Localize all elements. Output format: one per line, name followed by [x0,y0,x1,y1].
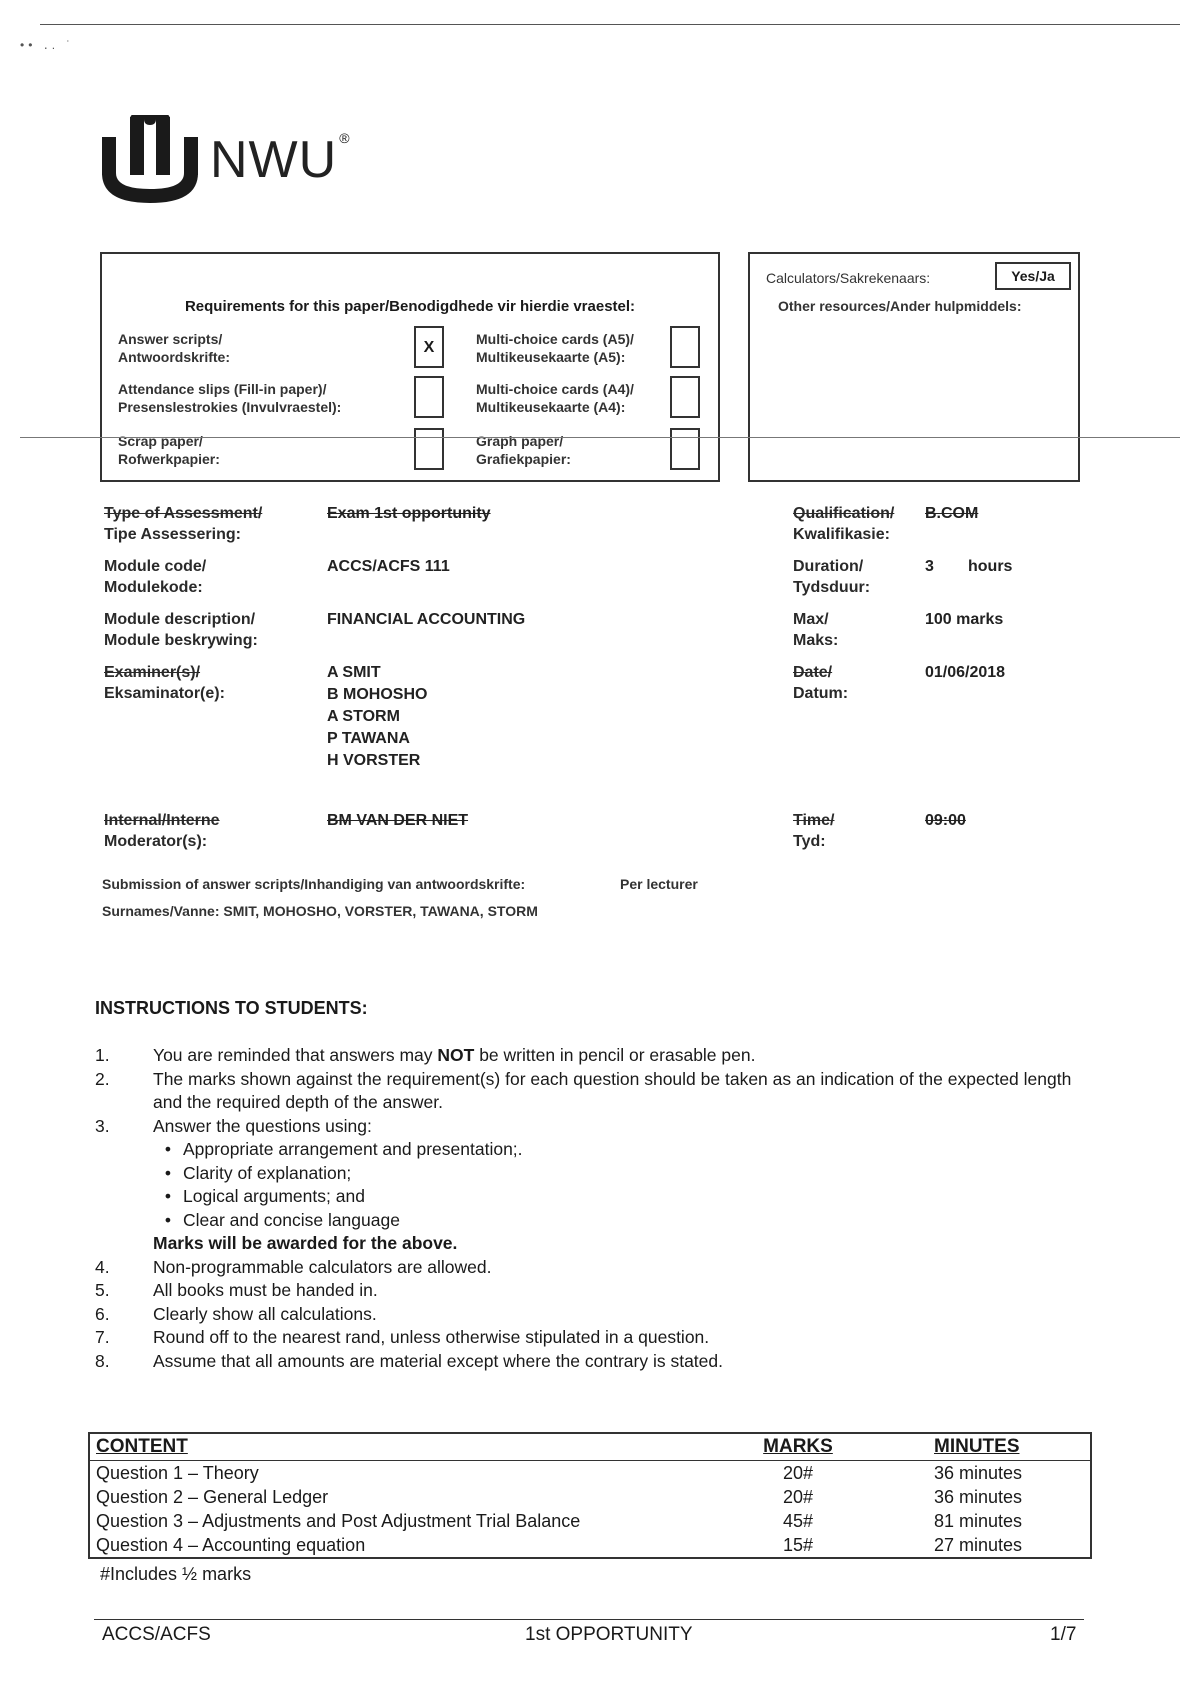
qualification-value: B.COM [925,505,979,522]
table-row: Question 1 – Theory 20# 36 minutes [96,1463,1023,1483]
scrap-paper-checkbox[interactable] [414,428,444,470]
examiner-name: A STORM [327,708,400,725]
examiner-name: P TAWANA [327,730,410,747]
instruction-item: 4. Non-programmable calculators are allowed. [95,1256,492,1277]
module-code-label: Module code/ Modulekode: [104,558,207,596]
bullet-item: • Clarity of explanation; [164,1162,352,1183]
scan-line [20,437,1180,438]
answer-scripts-checkbox[interactable]: X [414,326,444,368]
top-rule [40,24,1180,25]
date-label: Date/ Datum: [793,664,849,702]
table-header-row [89,1433,1091,1461]
qualification-label: Qualification/ Kwalifikasie: [793,505,895,543]
instruction-item: 7. Round off to the nearest rand, unless otherwise stipulated in a question. [95,1327,710,1347]
requirements-title: Requirements for this paper/Benodigdhede vir hierdie vraestel: [184,298,636,315]
requirements-box [100,252,720,482]
calculators-box [748,252,1080,482]
table-row: Question 4 – Accounting equation 15# 27 minutes [96,1535,1023,1555]
instruction-item: 8. Assume that all amounts are material except where the contrary is stated. [95,1350,723,1371]
instruction-item: 5. All books must be handed in. [95,1280,378,1300]
req-attendance-slips: Attendance slips (Fill-in paper)/ Presenslestrokies (Invulvraestel): [118,381,342,415]
attendance-slips-checkbox[interactable] [414,376,444,418]
req-mc-a4: Multi-choice cards (A4)/ Multikeusekaarte (A4): [476,381,634,415]
req-mc-a5: Multi-choice cards (A5)/ Multikeusekaarte (A5): [476,331,634,365]
table-row: Question 3 – Adjustments and Post Adjustment Trial Balance 45# 81 minutes [96,1511,1023,1531]
assessment-type-label: Type of Assessment/ [104,505,263,522]
instruction-item: 3. Answer the questions using: [95,1115,372,1136]
module-description-value: FINANCIAL ACCOUNTING [327,611,526,628]
footer-rule [94,1619,1084,1620]
instruction-item: 1. You are reminded that answers may NOT be written in pencil or erasable pen. [95,1045,756,1065]
examiner-name: H VORSTER [327,752,421,769]
graph-paper-checkbox[interactable] [670,428,700,470]
submission-label: Submission of answer scripts/Inhandiging van antwoordskrifte: [102,876,526,892]
mc-a4-checkbox[interactable] [670,376,700,418]
nwu-emblem-icon [100,115,200,205]
logo-text: NWU [210,131,338,189]
calculators-value: Yes/Ja [995,262,1071,290]
instructions-title: INSTRUCTIONS TO STUDENTS: [95,998,368,1018]
bullet-item: • Appropriate arrangement and presentation;. [164,1139,523,1159]
bullet-item: • Clear and concise language [164,1209,400,1230]
assessment-type-value: Exam 1st opportunity [327,505,491,522]
examiners-label: Examiner(s)/ Eksaminator(e): [104,664,225,702]
duration-label: Duration/ Tydsduur: [793,558,871,596]
examiner-name: B MOHOSHO [327,686,428,703]
other-resources-label: Other resources/Ander hulpmiddels: [778,298,1022,314]
table-row: Question 2 – General Ledger 20# 36 minutes [96,1487,1023,1507]
footer-module: ACCS/ACFS [102,1624,211,1645]
instructions-list [95,1044,1095,1373]
minutes-header: MINUTES [874,1433,1091,1461]
assessment-type-label-af: Tipe Assessering: [104,526,241,543]
examiner-name: A SMIT [327,664,381,681]
req-answer-scripts: Answer scripts/ Antwoordskrifte: [118,331,230,365]
footer-page-number: 1/7 [1050,1624,1077,1645]
calculators-label: Calculators/Sakrekenaars: [766,270,931,286]
module-description-label: Module description/ Module beskrywing: [104,611,258,649]
surnames-line: Surnames/Vanne: SMIT, MOHOSHO, VORSTER, TAWANA, STORM [102,903,538,919]
submission-value: Per lecturer [620,876,698,892]
moderator-value: BM VAN DER NIET [327,812,469,829]
max-marks-value: 100 marks [925,611,1004,628]
moderator-label: Internal/Interne Moderator(s): [104,812,220,850]
max-marks-label: Max/ Maks: [793,611,839,649]
instruction-item: 2. The marks shown against the requirement(s) for each question should be taken as an indication of the expected length and the required depth of the answer. [95,1068,1072,1112]
req-graph-paper: Graph paper/ Grafiekpapier: [476,433,571,467]
duration-value: 3 [925,558,934,575]
nwu-logo [100,115,350,205]
date-value: 01/06/2018 [925,664,1006,681]
registered-mark: ® [339,130,350,146]
instruction-item: 6. Clearly show all calculations. [95,1303,377,1324]
bullet-item: • Logical arguments; and [164,1186,365,1206]
mc-a5-checkbox[interactable] [670,326,700,368]
scan-specks: •• ․. ˙ [20,38,75,52]
time-value: 09:00 [925,812,966,829]
time-label: Time/ Tyd: [793,812,835,850]
content-table [88,1432,1092,1559]
footer-opportunity: 1st OPPORTUNITY [525,1624,693,1645]
req-scrap-paper: Scrap paper/ Rofwerkpapier: [118,433,220,467]
marks-header: MARKS [722,1433,874,1461]
half-marks-note: #Includes ½ marks [100,1564,252,1584]
marks-note: Marks will be awarded for the above. [153,1233,458,1253]
examiners-list [327,662,427,772]
duration-unit: hours [968,558,1013,575]
module-code-value: ACCS/ACFS 111 [327,558,450,575]
content-header: CONTENT [89,1433,722,1461]
